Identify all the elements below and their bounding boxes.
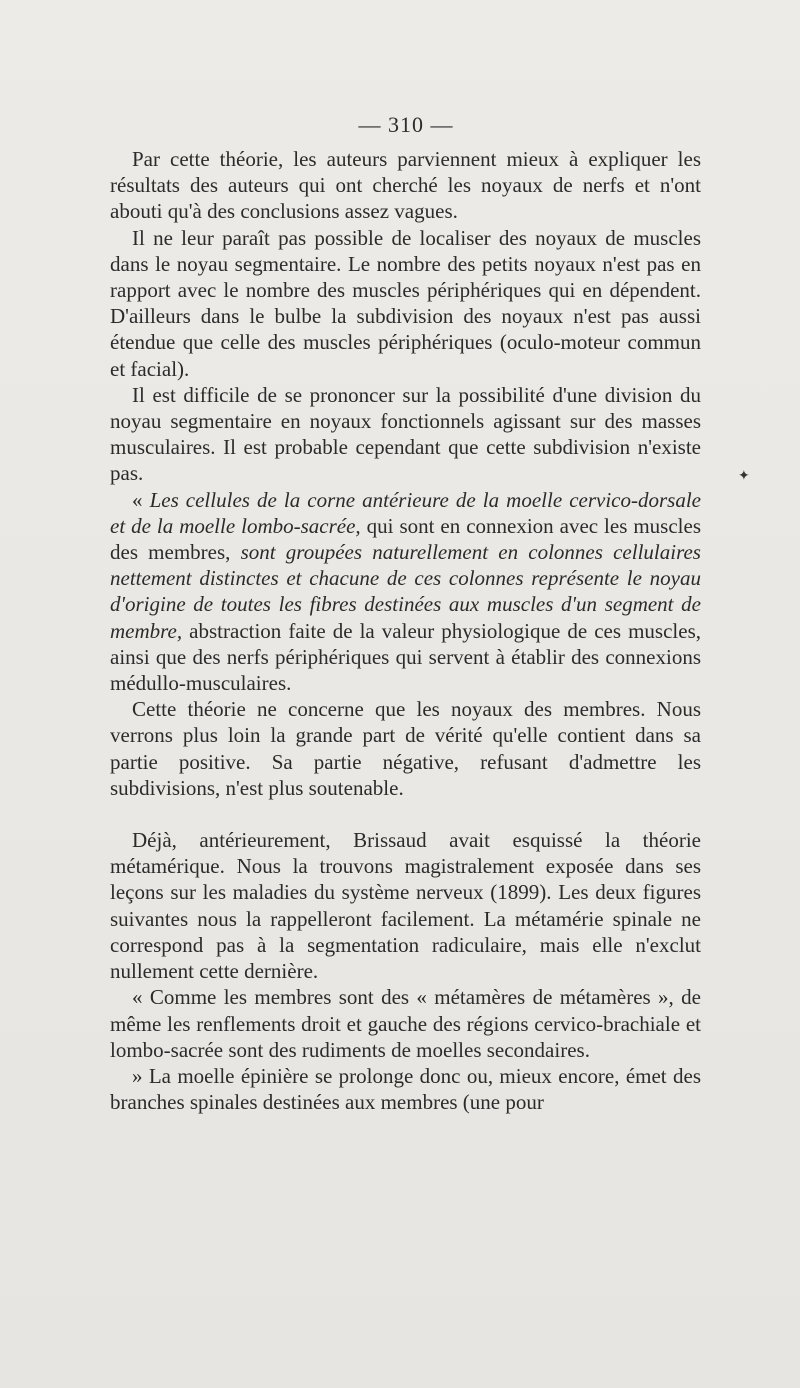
page-number: — 310 — [358,112,454,137]
paragraph-quote [110,487,701,697]
paragraph: Cette théorie ne concerne que les noyaux des membres. Nous verrons plus loin la grande part de vérité qu'elle contient dans sa partie positive. Sa partie négative, refusant d'admettre les subdivisions, n'est plus soutenable. [110,697,701,800]
paragraph: » La moelle épinière se prolonge donc ou, mieux encore, émet des branches spinales destinées aux membres (une pour [110,1063,701,1115]
paragraph: « Comme les membres sont des « métamères de métamères », de même les renflements droit et gauche des régions cervico-brachiale et lombo-sacrée sont des rudiments de moelles secondaires. [110,985,701,1062]
italic-phrase: Les cellules de la corne antérieure de la moelle cervico-dorsale et de la moelle lombo-sacrée, [110,487,701,538]
margin-mark: ✦ [738,469,750,484]
paragraph: Par cette théorie, les auteurs parviennent mieux à expliquer les résultats des auteurs qui ont cherché les noyaux de nerfs et n'ont abouti qu'à des conclusions assez vagues. [110,147,701,224]
roman-phrase: abstraction faite de la valeur physiologique de ces muscles, ainsi que des nerfs périphériques qui servent à établir des connexions médullo-musculaires. [110,618,701,696]
paragraph: Il ne leur paraît pas possible de localiser des noyaux de muscles dans le noyau segmentaire. Le nombre des petits noyaux n'est pas en rapport avec le nombre des muscles périphériques qui en dépendent. D'ailleurs dans le bulbe la subdivision des noyaux n'est pas aussi étendue que celle des muscles périphériques (oculo-moteur commun et facial). [110,225,701,381]
quote-mark: « [132,487,150,512]
roman-phrase: qui sont en connexion avec les muscles des membres, [110,513,701,565]
italic-phrase: sont groupées naturellement en colonnes cellulaires nettement distinctes et chacune de ces colonnes représente le noyau d'origine de toutes les fibres destinées aux muscles d'un segment de membre, [110,540,701,643]
body-text [110,146,701,1115]
paragraph: Il est difficile de se prononcer sur la possibilité d'une division du noyau segmentaire en noyaux fonctionnels agissant sur des masses musculaires. Il est probable cependant que cette subdivision n'existe pas. [110,382,701,486]
paragraph: Déjà, antérieurement, Brissaud avait esquissé la théorie métamérique. Nous la trouvons magistralement exposée dans ses leçons sur les maladies du système nerveux (1899). Les deux figures suivantes nous la rappelleront facilement. La métamérie spinale ne correspond pas à la segmentation radiculaire, mais elle n'exclut nullement cette dernière. [110,828,701,984]
